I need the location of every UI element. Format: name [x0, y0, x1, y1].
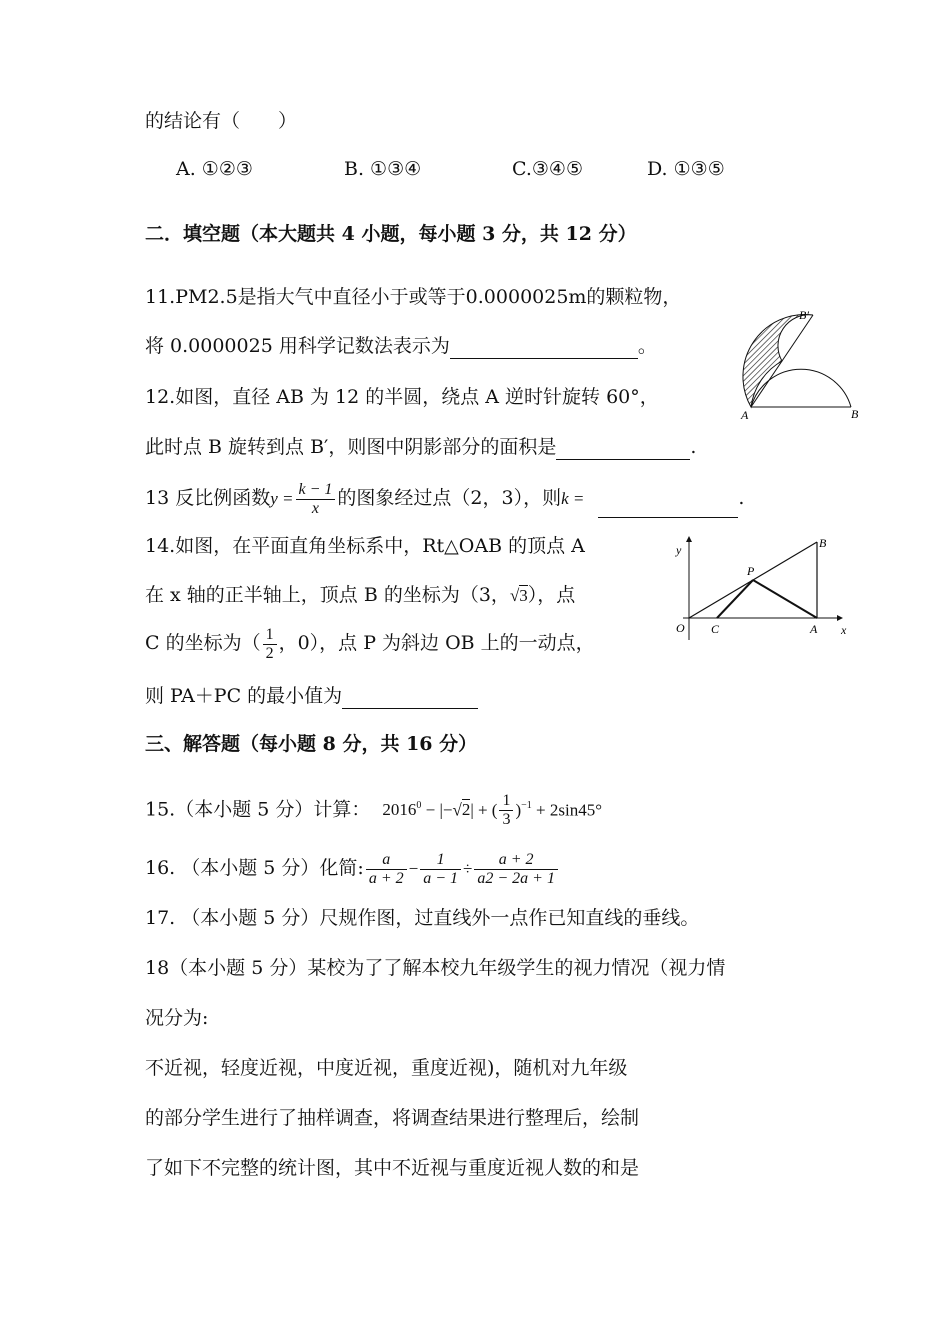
q10-option-a: A. ①②③	[176, 158, 253, 180]
q15-third-den: 3	[502, 810, 511, 828]
q16-frac2	[420, 851, 461, 888]
q11-answer-blank[interactable]	[450, 338, 638, 359]
q15-exp0: 0	[416, 800, 422, 811]
q13-y-eq: y =	[270, 489, 294, 508]
q13-frac-den: x	[311, 499, 319, 517]
q18-line4: 的部分学生进行了抽样调查，将调查结果进行整理后，绘制	[145, 1107, 640, 1129]
q16-minus: −	[408, 859, 419, 878]
q14-segment-pa	[753, 580, 817, 618]
q12-original-semicircle	[751, 369, 851, 407]
q16-frac1	[366, 851, 407, 888]
q11-end: 。	[637, 335, 657, 357]
q12-line1: 12.如图，直径 AB 为 12 的半圆，绕点 A 逆时针旋转 60°，	[145, 386, 659, 408]
q16-frac3	[474, 851, 558, 888]
q14-line3-a: C 的坐标为（	[145, 632, 261, 654]
q14-label-p: P	[747, 564, 755, 578]
section3-title: 三、解答题（每小题 8 分，共 16 分）	[145, 733, 478, 755]
q15-third-num: 1	[499, 792, 513, 811]
q12-label-bp: B′	[799, 308, 809, 322]
q16-frac1-den: a + 2	[368, 869, 404, 887]
q15-pow: )	[515, 800, 522, 820]
q12-text: 此时点 B 旋转到点 B′，则图中阴影部分的面积是	[145, 436, 557, 458]
q14-line4-text: 则 PA＋PC 的最小值为	[145, 685, 343, 707]
q14-line3	[145, 622, 595, 664]
q14-line2-a: 在 x 轴的正半轴上，顶点 B 的坐标为（3，	[145, 584, 510, 606]
q10-option-c: C.③④⑤	[512, 158, 583, 180]
q14-label-o: O	[676, 621, 685, 635]
q15-label: 15.（本小题 5 分）计算：	[145, 798, 371, 821]
q16-frac2-num: 1	[420, 851, 461, 870]
q13-line	[145, 480, 744, 518]
q16-frac3-den: a2 − 2a + 1	[477, 869, 555, 887]
q10-option-d: D. ①③⑤	[647, 158, 725, 180]
q11-line1: 11.PM2.5是指大气中直径小于或等于0.0000025m的颗粒物，	[145, 286, 682, 308]
q14-line2-b: ），点	[527, 584, 576, 606]
q10-tail: 的结论有（ ）	[145, 110, 298, 132]
q11-line2	[145, 333, 657, 359]
q14-answer-blank[interactable]	[342, 688, 478, 709]
q13-mid: 的图象经过点（2，3），则	[337, 487, 562, 509]
q14-label-y: y	[676, 543, 682, 557]
q14-sqrt-val: 3	[519, 586, 528, 605]
q13-frac-num: k − 1	[296, 481, 336, 500]
q15-abs-l: − |−	[421, 800, 453, 820]
q14-label-c: C	[711, 622, 720, 636]
q16-frac2-den: a − 1	[423, 869, 459, 887]
q14-line2	[145, 582, 575, 609]
q14-line1: 14.如图，在平面直角坐标系中，Rt△OAB 的顶点 A	[145, 535, 585, 557]
q15-sqrt: √2	[452, 800, 471, 820]
q12-end: .	[690, 436, 697, 458]
q14-segment-pc	[717, 580, 753, 618]
q15-line	[145, 786, 602, 830]
q12-label-b: B	[851, 407, 859, 421]
q16-label: 16. （本小题 5 分）化简:	[145, 857, 364, 879]
q16-div: ÷	[463, 859, 473, 878]
q11-text: 将 0.0000025 用科学记数法表示为	[145, 335, 450, 357]
q15-third	[499, 792, 513, 829]
q14-sqrt: √3	[509, 586, 528, 605]
q14-figure	[665, 528, 855, 648]
section2-title: 二．填空题（本大题共 4 小题，每小题 3 分，共 12 分）	[145, 223, 637, 245]
q13-end: .	[738, 487, 745, 509]
q16-frac3-num: a + 2	[474, 851, 558, 870]
q12-answer-blank[interactable]	[556, 439, 690, 460]
q18-line1: 18（本小题 5 分）某校为了了解本校九年级学生的视力情况（视力情	[145, 957, 726, 979]
q15-abs-r: | + (	[470, 800, 498, 820]
q14-label-b: B	[819, 536, 827, 550]
q16-line	[145, 845, 560, 892]
q13-answer-blank[interactable]	[598, 497, 738, 518]
q15-2016: 2016	[382, 800, 417, 820]
q14-label-a: A	[810, 622, 818, 636]
q14-line4	[145, 683, 478, 709]
q14-label-x: x	[841, 623, 847, 637]
q10-option-b: B. ①③④	[344, 158, 422, 180]
q12-line2	[145, 434, 696, 460]
q15-tail: + 2sin45°	[531, 800, 603, 820]
q14-half	[263, 626, 277, 663]
q13-prefix: 13 反比例函数	[145, 487, 271, 509]
q15-exp-neg1: −1	[521, 800, 532, 811]
q15-sqrt-val: 2	[461, 800, 471, 820]
q13-k-eq: k =	[561, 489, 585, 508]
q18-line2: 况分为:	[145, 1007, 209, 1029]
q17-line: 17. （本小题 5 分）尺规作图，过直线外一点作已知直线的垂线。	[145, 907, 700, 929]
q13-fraction	[296, 481, 336, 518]
q14-line3-b: ，0），点 P 为斜边 OB 上的一动点，	[278, 632, 595, 654]
q14-half-den: 2	[265, 644, 274, 662]
q14-half-num: 1	[263, 626, 277, 645]
q18-line3: 不近视，轻度近视，中度近视，重度近视)，随机对九年级	[145, 1057, 628, 1079]
q16-frac1-num: a	[366, 851, 407, 870]
q12-label-a: A	[741, 408, 749, 422]
q12-figure	[720, 308, 870, 428]
q18-line5: 了如下不完整的统计图，其中不近视与重度近视人数的和是	[145, 1157, 640, 1179]
